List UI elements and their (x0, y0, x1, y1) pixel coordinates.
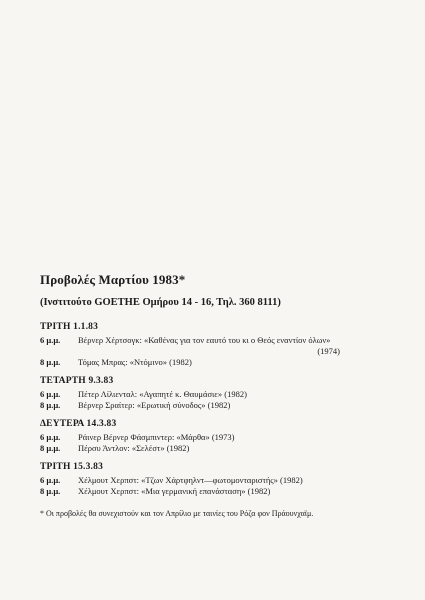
screening-desc: Τόμας Μπρας: «Ντόμινο» (1982) (78, 357, 192, 367)
screening-time: 8 μ.μ. (40, 443, 61, 453)
screening-row (40, 357, 400, 368)
screening-desc: Πέρσυ Άντλον: «Σελέστ» (1982) (78, 443, 190, 453)
screening-desc: Πέτερ Λίλιενταλ: «Αγαπητέ κ. Θαυμάσιε» (1982) (78, 389, 247, 399)
screening-row (40, 432, 400, 443)
footnote: * Οι προβολές θα συνεχιστούν και τον Απρίλιο με ταινίες του Ρόζα φον Πράουνχαϊμ. (40, 509, 314, 518)
screening-time: 6 μ.μ. (40, 389, 61, 399)
screening-desc: Χέλμουτ Χερπστ: «Τζων Χάρτφηλντ—φωτομονταριστής» (1982) (78, 475, 303, 485)
day-heading: ΔΕΥΤΕΡΑ 14.3.83 (40, 419, 117, 429)
screening-row (40, 400, 400, 411)
day-heading: ΤΡΙΤΗ 15.3.83 (40, 462, 104, 472)
day-heading: ΤΡΙΤΗ 1.1.83 (40, 322, 99, 332)
day-heading: ΤΕΤΑΡΤΗ 9.3.83 (40, 376, 114, 386)
screening-time: 6 μ.μ. (40, 432, 61, 442)
screening-row (40, 475, 400, 486)
screening-desc (78, 335, 400, 357)
screening-row (40, 486, 400, 497)
schedule (40, 322, 400, 497)
screening-title: Βέρνερ Χέρτσογκ: «Καθένας για τον εαυτό του κι ο Θεός εναντίον όλων» (78, 335, 331, 345)
screening-time: 8 μ.μ. (40, 400, 61, 410)
screening-desc: Χέλμουτ Χερπστ: «Μια γερμανική επανάσταση» (1982) (78, 486, 271, 496)
page-title: Προβολές Μαρτίου 1983* (40, 272, 186, 287)
screening-row (40, 443, 400, 454)
screening-time: 8 μ.μ. (40, 357, 61, 367)
screening-time: 8 μ.μ. (40, 486, 61, 496)
screening-desc: Βέρνερ Σραίτερ: «Ερωτική σύνοδος» (1982) (78, 400, 231, 410)
screening-year: (1974) (317, 346, 340, 356)
screening-time: 6 μ.μ. (40, 335, 61, 345)
screening-row (40, 389, 400, 400)
screening-time: 6 μ.μ. (40, 475, 61, 485)
screening-row (40, 335, 400, 357)
venue-subtitle: (Ινστιτούτο GOETHE Ομήρου 14 - 16, Τηλ. 360 8111) (40, 297, 281, 308)
screening-desc: Ράινερ Βέρνερ Φάσμπιντερ: «Μάρθα» (1973) (78, 432, 235, 442)
